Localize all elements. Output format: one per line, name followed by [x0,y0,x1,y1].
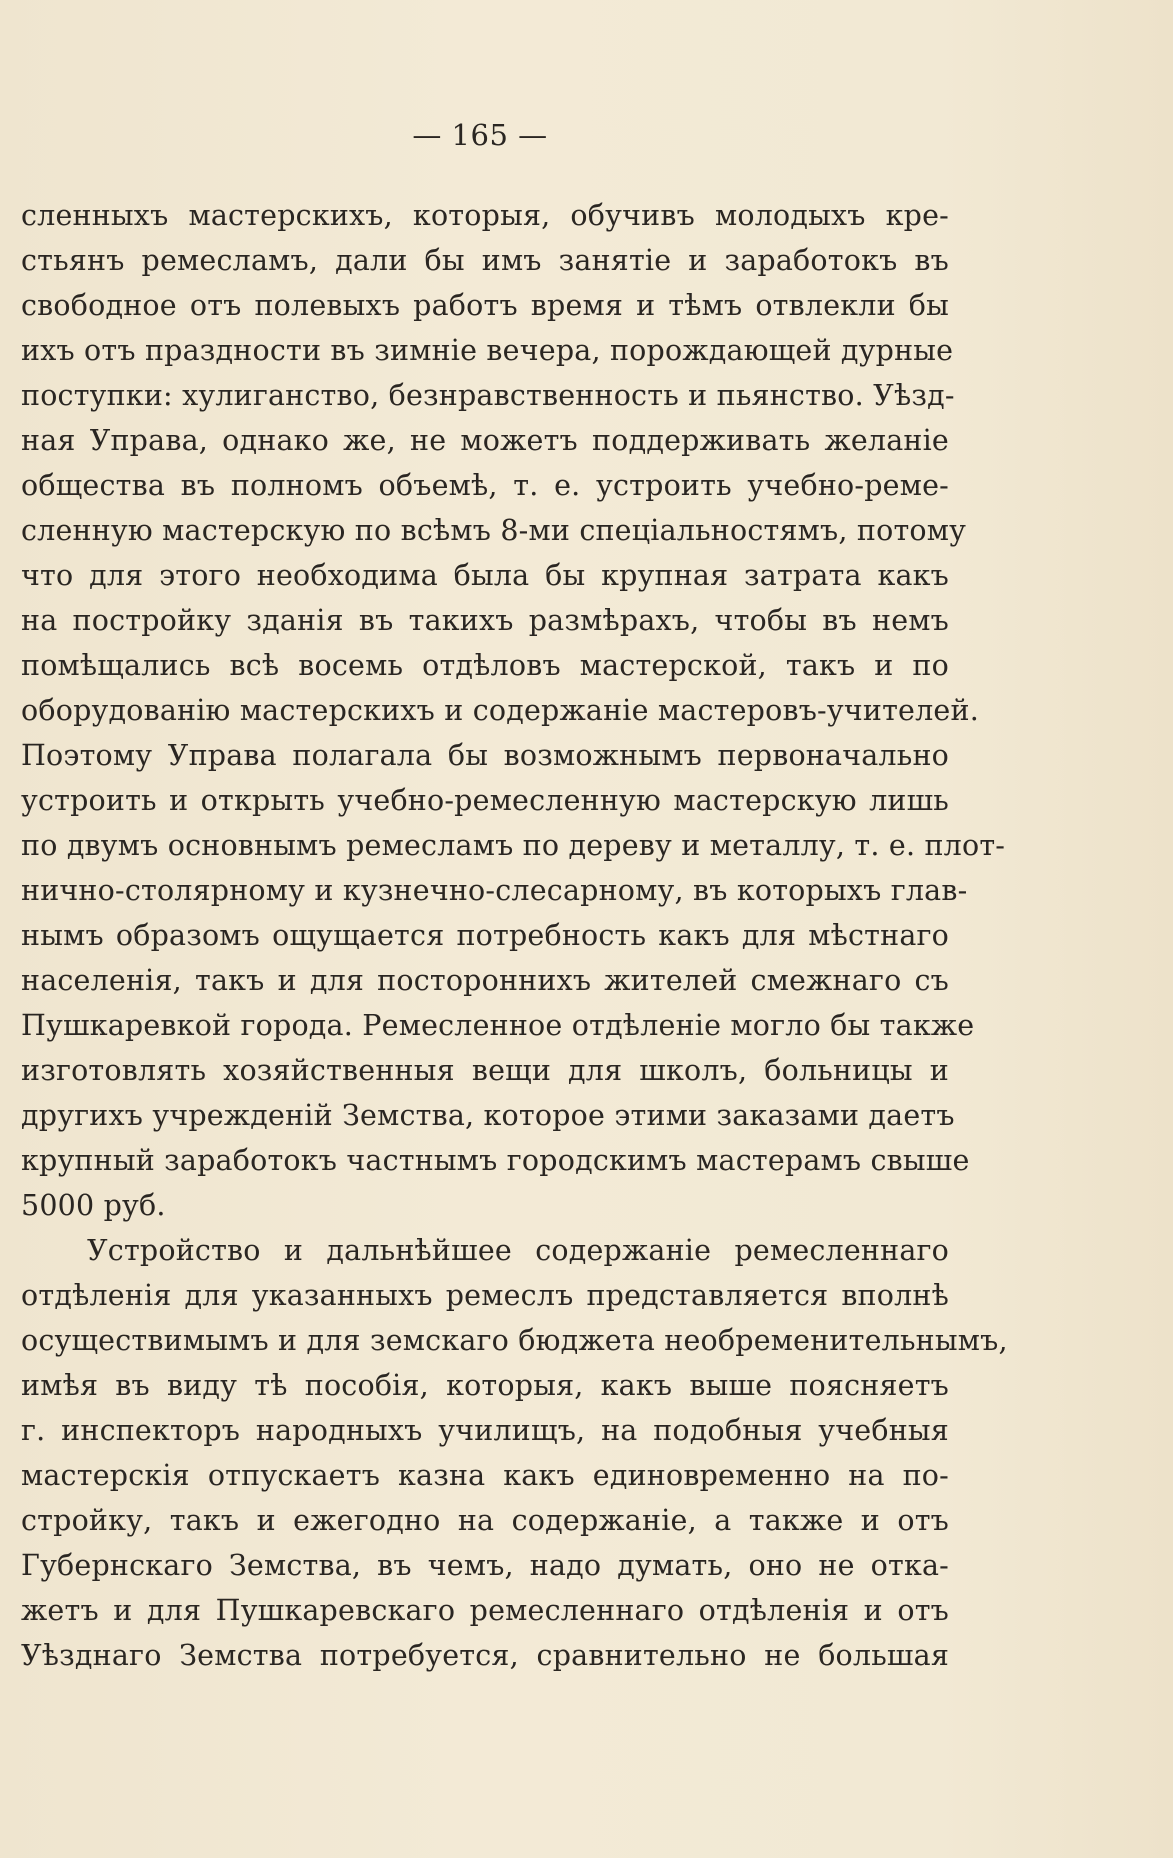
text-line: г. инспекторъ народныхъ училищъ, на подобныя учебныя [21,1414,949,1447]
text-line: изготовлять хозяйственныя вещи для школъ, больницы и [21,1054,949,1087]
text-line: Уѣзднаго Земства потребуется, сравнительно не большая [21,1639,949,1672]
text-line: крупный заработокъ частнымъ городскимъ мастерамъ свыше [21,1144,970,1177]
text-line: стройку, такъ и ежегодно на содержаніе, а также и отъ [21,1504,949,1537]
text-line: населенія, такъ и для постороннихъ жителей смежнаго съ [21,964,949,997]
text-line: нымъ образомъ ощущается потребность какъ для мѣстнаго [21,919,949,952]
text-line: сленную мастерскую по всѣмъ 8-ми спеціальностямъ, потому [21,514,967,547]
text-line: ихъ отъ праздности въ зимніе вечера, порождающей дурные [21,334,954,367]
text-line: Пушкаревкой города. Ремесленное отдѣленіе могло бы также [21,1009,975,1042]
text-line: свободное отъ полевыхъ работъ время и тѣмъ отвлекли бы [21,289,949,322]
text-line: осуществимымъ и для земскаго бюджета необременительнымъ, [21,1324,1008,1357]
text-line: на постройку зданія въ такихъ размѣрахъ, чтобы въ немъ [21,604,949,637]
text-line: имѣя въ виду тѣ пособія, которыя, какъ выше поясняетъ [21,1369,949,1402]
body-text [21,193,1008,1678]
text-line: сленныхъ мастерскихъ, которыя, обучивъ молодыхъ кре- [21,199,949,232]
text-line: нично-столярному и кузнечно-слесарному, въ которыхъ глав- [21,874,968,907]
text-line: общества въ полномъ объемѣ, т. е. устроить учебно-реме- [21,469,949,502]
page-number: — 165 — [412,118,548,152]
text-line: жетъ и для Пушкаревскаго ремесленнаго отдѣленія и отъ [21,1594,949,1627]
text-line: по двумъ основнымъ ремесламъ по дереву и металлу, т. е. плот- [21,829,1006,862]
text-line: оборудованію мастерскихъ и содержаніе мастеровъ-учителей. [21,694,979,727]
text-line: Губернскаго Земства, въ чемъ, надо думать, оно не отка- [21,1549,949,1582]
text-line: устроить и открыть учебно-ремесленную мастерскую лишь [21,784,949,817]
text-line: мастерскія отпускаетъ казна какъ единовременно на по- [21,1459,949,1492]
text-line: ная Управа, однако же, не можетъ поддерживать желаніе [21,424,949,457]
text-line: стьянъ ремесламъ, дали бы имъ занятіе и заработокъ въ [21,244,949,277]
paragraph-end-line: 5000 руб. [21,1189,166,1222]
paragraph-start-line: Устройство и дальнѣйшее содержаніе ремесленнаго [87,1234,949,1267]
text-line: отдѣленія для указанныхъ ремеслъ представляется вполнѣ [21,1279,949,1312]
text-line: поступки: хулиганство, безнравственность и пьянство. Уѣзд- [21,379,955,412]
text-line: что для этого необходима была бы крупная затрата какъ [21,559,949,592]
text-line: помѣщались всѣ восемь отдѣловъ мастерской, такъ и по [21,649,949,682]
text-line: Поэтому Управа полагала бы возможнымъ первоначально [21,739,949,772]
text-line: другихъ учрежденій Земства, которое этими заказами даетъ [21,1099,955,1132]
